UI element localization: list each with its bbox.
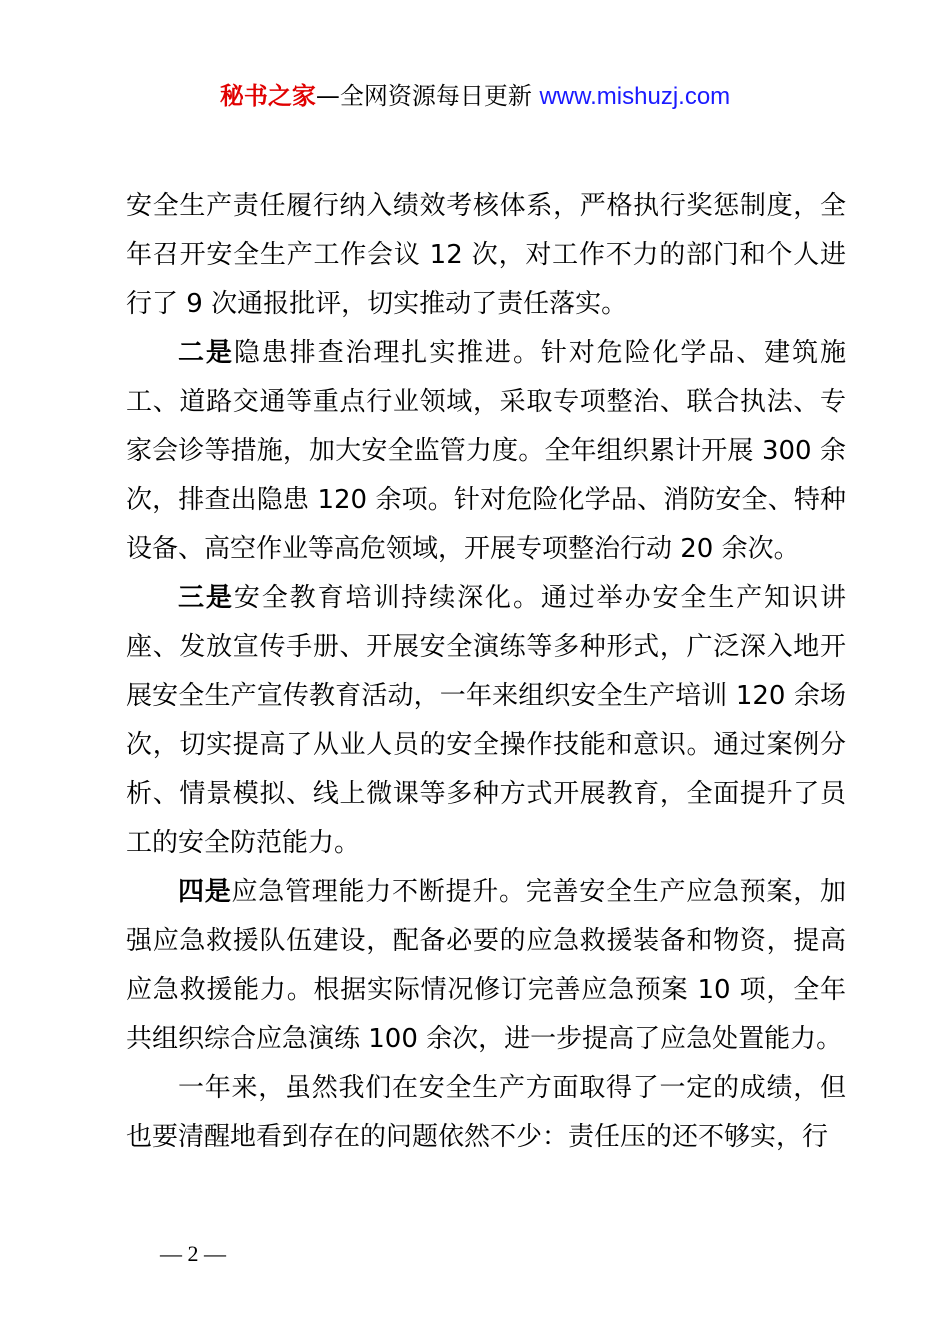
page-header (0, 80, 950, 113)
brand-name: 秘书之家 (219, 82, 316, 110)
paragraph-text: 隐患排查治理扎实推进。针对危险化学品、建筑施工、道路交通等重点行业领域，采取专项整治、联合执法、专家会诊等措施，加大安全监管力度。全年组织累计开展 300 余次，排查出隐患 120 余项。针对危险化学品、消防安全、特种设备、高空作业等高危领域，开展专项整治行动 20 余次。 (126, 338, 846, 564)
header-url[interactable]: www.mishuzj.com (539, 83, 731, 110)
paragraph-text: 应急管理能力不断提升。完善安全生产应急预案，加强应急救援队伍建设，配备必要的应急救援装备和物资，提高应急救援能力。根据实际情况修订完善应急预案 10 项，全年共组织综合应急演练 100 余次，进一步提高了应急处置能力。 (126, 877, 846, 1054)
page-number: — 2 — (160, 1241, 226, 1266)
paragraph-emergency-management (126, 868, 846, 1064)
paragraph-lead: 三是 (178, 583, 234, 613)
paragraph-summary: 一年来，虽然我们在安全生产方面取得了一定的成绩，但也要清醒地看到存在的问题依然不少：责任压的还不够实，行 (126, 1073, 846, 1152)
paragraph-hazard-inspection (126, 329, 846, 574)
paragraph-continued: 安全生产责任履行纳入绩效考核体系，严格执行奖惩制度，全年召开安全生产工作会议 12 次，对工作不力的部门和个人进行了 9 次通报批评，切实推动了责任落实。 (126, 191, 846, 319)
paragraph-lead: 四是 (178, 877, 232, 907)
paragraph-safety-training (126, 574, 846, 868)
paragraph-text: 安全教育培训持续深化。通过举办安全生产知识讲座、发放宣传手册、开展安全演练等多种形式，广泛深入地开展安全生产宣传教育活动，一年来组织安全生产培训 120 余场次，切实提高了从业人员的安全操作技能和意识。通过案例分析、情景模拟、线上微课等多种方式开展教育，全面提升了员工的安全防范能力。 (126, 583, 846, 858)
document-body (126, 182, 846, 1162)
paragraph-lead: 二是 (178, 338, 234, 368)
header-tagline: —全网资源每日更新 (315, 82, 532, 110)
